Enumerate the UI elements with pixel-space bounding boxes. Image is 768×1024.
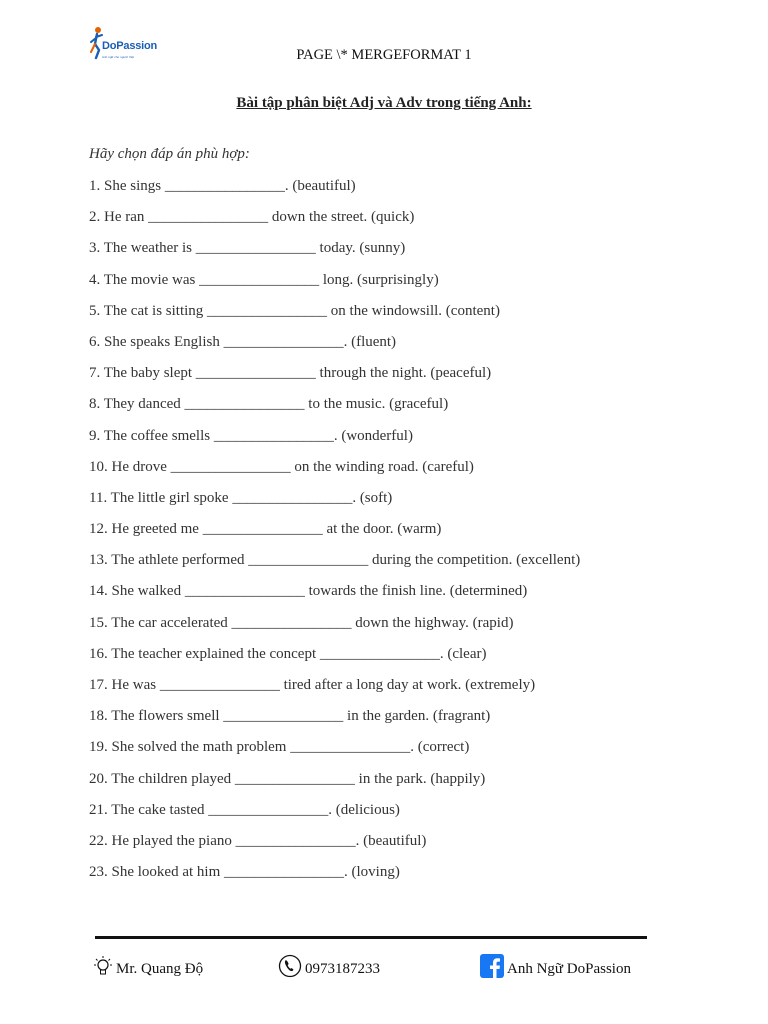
question-item: 17. He was ________________ tired after a long day at work. (extremely) xyxy=(89,677,536,693)
question-item: 12. He greeted me ________________ at the door. (warm) xyxy=(89,521,442,538)
question-item: 10. He drove ________________ on the winding road. (careful) xyxy=(89,458,474,475)
question-item: 6. She speaks English ________________. (fluent) xyxy=(89,333,397,350)
question-item: 14. She walked ________________ towards the finish line. (determined) xyxy=(89,583,528,600)
question-item: 9. The coffee smells ________________. (wonderful) xyxy=(89,427,413,444)
question-item: 2. He ran ________________ down the street. (quick) xyxy=(89,209,415,226)
phone-icon xyxy=(278,954,302,978)
question-item: 13. The athlete performed ________________ during the competition. (excellent) xyxy=(89,552,581,569)
question-item: 19. She solved the math problem ________________. (correct) xyxy=(89,739,470,756)
footer-teacher xyxy=(93,948,203,978)
teacher-name: Mr. Quang Độ xyxy=(116,961,204,977)
facebook-icon xyxy=(480,954,504,978)
facebook-page-name: Anh Ngữ DoPassion xyxy=(507,961,631,977)
question-item: 15. The car accelerated ________________ down the highway. (rapid) xyxy=(89,614,514,631)
question-item: 22. He played the piano ________________. (beautiful) xyxy=(89,832,427,849)
question-item: 1. She sings ________________. (beautiful) xyxy=(89,178,356,194)
phone-number: 0973187233 xyxy=(305,961,380,977)
question-item: 7. The baby slept ________________ through the night. (peaceful) xyxy=(89,365,492,382)
logo-tagline: Anh ngữ cho người Việt xyxy=(102,55,134,59)
question-item: 3. The weather is ________________ today. (sunny) xyxy=(89,240,406,257)
question-item: 11. The little girl spoke ________________. (soft) xyxy=(89,489,393,506)
page-field-code: PAGE \* MERGEFORMAT 1 xyxy=(296,47,472,63)
question-item: 18. The flowers smell ________________ in the garden. (fragrant) xyxy=(89,708,491,725)
footer-facebook xyxy=(480,948,631,978)
question-item: 20. The children played ________________ in the park. (happily) xyxy=(89,770,486,787)
footer-phone xyxy=(278,948,380,978)
instruction-text: Hãy chọn đáp án phù hợp: xyxy=(89,146,250,162)
question-item: 23. She looked at him ________________. (loving) xyxy=(89,864,400,881)
question-item: 21. The cake tasted ________________. (delicious) xyxy=(89,801,400,818)
question-item: 4. The movie was ________________ long. (surprisingly) xyxy=(89,271,439,288)
question-item: 16. The teacher explained the concept ________________. (clear) xyxy=(89,645,487,662)
footer-divider xyxy=(95,936,647,939)
question-item: 5. The cat is sitting ________________ on the windowsill. (content) xyxy=(89,302,500,319)
question-list xyxy=(89,176,580,893)
logo-wordmark: DoPassion xyxy=(102,40,158,52)
document-title: Bài tập phân biệt Adj và Adv trong tiếng Anh: xyxy=(236,95,532,111)
lightbulb-icon xyxy=(93,954,113,978)
question-item: 8. They danced ________________ to the music. (graceful) xyxy=(89,396,449,413)
